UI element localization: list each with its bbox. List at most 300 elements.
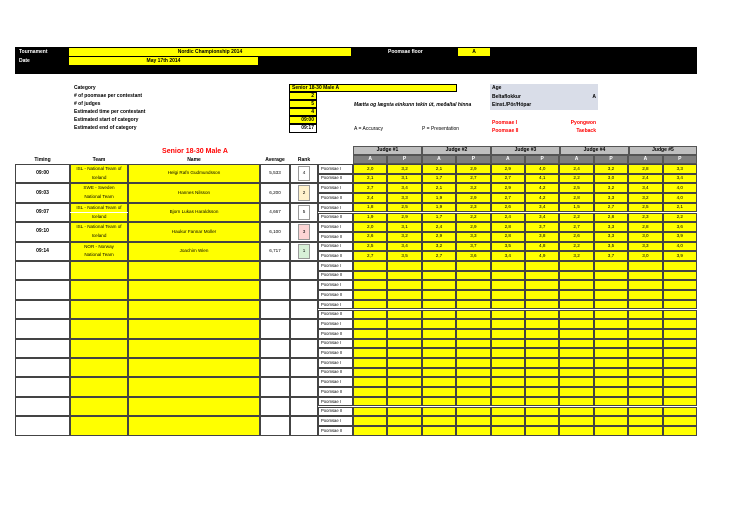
team-cell-line2[interactable]: Iceland xyxy=(70,213,128,223)
score-input[interactable] xyxy=(525,377,559,387)
score-input[interactable] xyxy=(387,416,421,426)
score-input[interactable] xyxy=(663,358,697,368)
score-input[interactable] xyxy=(353,426,387,436)
score-input[interactable] xyxy=(491,290,525,300)
timing-cell[interactable]: 09:03 xyxy=(15,183,70,202)
score-input[interactable] xyxy=(491,397,525,407)
score-input[interactable] xyxy=(628,348,662,358)
score-input[interactable] xyxy=(456,310,490,320)
score-input[interactable]: 2,8 xyxy=(628,222,662,232)
score-input[interactable] xyxy=(594,387,628,397)
score-input[interactable]: 2,4 xyxy=(491,213,525,223)
timing-cell[interactable]: 09:07 xyxy=(15,203,70,222)
score-input[interactable] xyxy=(594,310,628,320)
score-input[interactable] xyxy=(422,339,456,349)
score-input[interactable]: 3,2 xyxy=(387,164,421,174)
score-input[interactable] xyxy=(525,300,559,310)
score-input[interactable] xyxy=(525,310,559,320)
score-input[interactable] xyxy=(594,348,628,358)
score-input[interactable] xyxy=(525,271,559,281)
score-input[interactable]: 4,9 xyxy=(525,251,559,261)
score-input[interactable] xyxy=(559,416,593,426)
score-input[interactable] xyxy=(663,290,697,300)
score-input[interactable] xyxy=(525,407,559,417)
score-input[interactable] xyxy=(387,387,421,397)
score-input[interactable] xyxy=(594,339,628,349)
score-input[interactable]: 2,5 xyxy=(353,242,387,252)
score-input[interactable]: 2,1 xyxy=(422,183,456,193)
score-input[interactable] xyxy=(422,271,456,281)
start-time-input[interactable]: 09:00 xyxy=(289,116,317,124)
score-input[interactable] xyxy=(525,426,559,436)
score-input[interactable] xyxy=(353,397,387,407)
score-input[interactable] xyxy=(628,300,662,310)
score-input[interactable] xyxy=(559,310,593,320)
score-input[interactable]: 3,0 xyxy=(594,174,628,184)
team-cell-line1[interactable]: ISL - National Team of xyxy=(70,203,128,213)
score-input[interactable] xyxy=(663,280,697,290)
score-input[interactable] xyxy=(559,348,593,358)
score-input[interactable] xyxy=(422,387,456,397)
score-input[interactable]: 2,7 xyxy=(491,193,525,203)
score-input[interactable]: 3,4 xyxy=(387,183,421,193)
score-input[interactable] xyxy=(559,300,593,310)
contestant-name[interactable]: Joachim Wien xyxy=(128,242,260,261)
score-input[interactable] xyxy=(422,261,456,271)
score-input[interactable] xyxy=(594,329,628,339)
score-input[interactable] xyxy=(456,358,490,368)
score-input[interactable]: 3,4 xyxy=(628,183,662,193)
score-input[interactable]: 2,4 xyxy=(422,222,456,232)
score-input[interactable] xyxy=(456,319,490,329)
score-input[interactable] xyxy=(456,280,490,290)
score-input[interactable] xyxy=(663,339,697,349)
score-input[interactable]: 3,3 xyxy=(594,232,628,242)
score-input[interactable] xyxy=(456,416,490,426)
score-input[interactable] xyxy=(628,261,662,271)
contestant-name[interactable] xyxy=(128,300,260,319)
score-input[interactable] xyxy=(628,377,662,387)
score-input[interactable] xyxy=(594,358,628,368)
score-input[interactable] xyxy=(628,290,662,300)
score-input[interactable] xyxy=(663,368,697,378)
score-input[interactable] xyxy=(422,310,456,320)
score-input[interactable] xyxy=(491,271,525,281)
score-input[interactable] xyxy=(628,368,662,378)
score-input[interactable]: 3,6 xyxy=(663,222,697,232)
score-input[interactable] xyxy=(525,358,559,368)
score-input[interactable] xyxy=(491,339,525,349)
score-input[interactable]: 2,2 xyxy=(663,213,697,223)
timing-cell[interactable] xyxy=(15,358,70,377)
score-input[interactable]: 3,4 xyxy=(387,242,421,252)
score-input[interactable]: 2,9 xyxy=(456,164,490,174)
score-input[interactable] xyxy=(387,397,421,407)
score-input[interactable]: 3,6 xyxy=(456,251,490,261)
score-input[interactable]: 3,4 xyxy=(525,213,559,223)
score-input[interactable]: 3,2 xyxy=(594,164,628,174)
score-input[interactable] xyxy=(525,261,559,271)
score-input[interactable] xyxy=(663,261,697,271)
score-input[interactable] xyxy=(628,407,662,417)
score-input[interactable] xyxy=(525,339,559,349)
poomsae2-value[interactable]: Taeback xyxy=(576,127,596,134)
score-input[interactable]: 2,6 xyxy=(353,232,387,242)
score-input[interactable] xyxy=(525,416,559,426)
score-input[interactable]: 2,8 xyxy=(628,164,662,174)
score-input[interactable] xyxy=(422,416,456,426)
score-input[interactable] xyxy=(594,368,628,378)
score-input[interactable] xyxy=(491,280,525,290)
score-input[interactable] xyxy=(456,397,490,407)
score-input[interactable] xyxy=(628,339,662,349)
score-input[interactable]: 2,1 xyxy=(663,203,697,213)
score-input[interactable] xyxy=(559,339,593,349)
score-input[interactable] xyxy=(628,397,662,407)
score-input[interactable] xyxy=(387,368,421,378)
score-input[interactable] xyxy=(491,319,525,329)
team-cell[interactable] xyxy=(70,280,128,299)
score-input[interactable]: 4,2 xyxy=(525,183,559,193)
score-input[interactable] xyxy=(387,348,421,358)
team-cell-line1[interactable]: ISL - National Team of xyxy=(70,164,128,174)
score-input[interactable]: 2,7 xyxy=(353,183,387,193)
team-cell[interactable] xyxy=(70,300,128,319)
team-cell-line1[interactable]: SWE - Sweden xyxy=(70,183,128,193)
score-input[interactable] xyxy=(559,271,593,281)
tournament-value[interactable]: Nordic Championship 2014 xyxy=(69,48,351,56)
score-input[interactable] xyxy=(559,261,593,271)
score-input[interactable]: 3,4 xyxy=(663,174,697,184)
score-input[interactable]: 2,9 xyxy=(491,164,525,174)
score-input[interactable] xyxy=(594,261,628,271)
score-input[interactable] xyxy=(559,407,593,417)
score-input[interactable] xyxy=(663,329,697,339)
score-input[interactable]: 3,3 xyxy=(594,193,628,203)
score-input[interactable] xyxy=(353,319,387,329)
score-input[interactable] xyxy=(628,426,662,436)
score-input[interactable] xyxy=(456,368,490,378)
score-input[interactable]: 2,4 xyxy=(559,164,593,174)
score-input[interactable] xyxy=(456,271,490,281)
timing-cell[interactable] xyxy=(15,377,70,396)
poomsae1-value[interactable]: Pyongwon xyxy=(570,119,596,126)
score-input[interactable]: 2,7 xyxy=(491,174,525,184)
score-input[interactable] xyxy=(525,387,559,397)
score-input[interactable] xyxy=(387,310,421,320)
score-input[interactable]: 2,9 xyxy=(491,183,525,193)
contestant-name[interactable]: Haukur Fannar Moller xyxy=(128,222,260,241)
score-input[interactable]: 3,3 xyxy=(663,164,697,174)
contestant-name[interactable]: Bjorn Lukas Haraldsson xyxy=(128,203,260,222)
score-input[interactable]: 3,2 xyxy=(387,232,421,242)
score-input[interactable] xyxy=(559,397,593,407)
score-input[interactable] xyxy=(422,426,456,436)
score-input[interactable] xyxy=(559,290,593,300)
score-input[interactable]: 3,7 xyxy=(525,222,559,232)
score-input[interactable] xyxy=(559,319,593,329)
score-input[interactable] xyxy=(663,348,697,358)
contestant-name[interactable] xyxy=(128,261,260,280)
team-cell-line2[interactable]: Iceland xyxy=(70,232,128,242)
score-input[interactable] xyxy=(559,387,593,397)
floor-value[interactable]: A xyxy=(458,48,490,56)
score-input[interactable] xyxy=(422,319,456,329)
score-input[interactable]: 3,3 xyxy=(628,242,662,252)
score-input[interactable] xyxy=(491,368,525,378)
score-input[interactable] xyxy=(559,280,593,290)
score-input[interactable] xyxy=(353,407,387,417)
score-input[interactable] xyxy=(353,387,387,397)
score-input[interactable]: 2,7 xyxy=(456,174,490,184)
score-input[interactable] xyxy=(387,290,421,300)
score-input[interactable]: 3,2 xyxy=(422,242,456,252)
score-input[interactable] xyxy=(422,377,456,387)
score-input[interactable] xyxy=(387,261,421,271)
score-input[interactable]: 2,1 xyxy=(422,164,456,174)
score-input[interactable] xyxy=(594,377,628,387)
contestant-name[interactable] xyxy=(128,416,260,435)
score-input[interactable]: 2,8 xyxy=(491,222,525,232)
score-input[interactable] xyxy=(387,280,421,290)
score-input[interactable] xyxy=(663,407,697,417)
score-input[interactable] xyxy=(422,280,456,290)
score-input[interactable] xyxy=(456,348,490,358)
score-input[interactable] xyxy=(387,407,421,417)
score-input[interactable]: 2,8 xyxy=(594,213,628,223)
score-input[interactable] xyxy=(628,319,662,329)
score-input[interactable] xyxy=(353,339,387,349)
team-cell[interactable] xyxy=(70,397,128,416)
score-input[interactable] xyxy=(594,300,628,310)
score-input[interactable] xyxy=(422,300,456,310)
score-input[interactable] xyxy=(491,377,525,387)
score-input[interactable]: 2,7 xyxy=(422,251,456,261)
score-input[interactable]: 3,1 xyxy=(387,174,421,184)
score-input[interactable]: 1,7 xyxy=(422,213,456,223)
score-input[interactable]: 3,3 xyxy=(456,232,490,242)
timing-cell[interactable]: 09:00 xyxy=(15,164,70,183)
team-cell[interactable] xyxy=(70,358,128,377)
score-input[interactable] xyxy=(594,271,628,281)
score-input[interactable] xyxy=(491,348,525,358)
score-input[interactable] xyxy=(663,397,697,407)
timing-cell[interactable] xyxy=(15,300,70,319)
score-input[interactable] xyxy=(353,300,387,310)
score-input[interactable] xyxy=(456,300,490,310)
score-input[interactable]: 3,0 xyxy=(628,251,662,261)
score-input[interactable]: 2,5 xyxy=(559,183,593,193)
score-input[interactable] xyxy=(559,358,593,368)
score-input[interactable] xyxy=(663,271,697,281)
score-input[interactable] xyxy=(491,407,525,417)
score-input[interactable] xyxy=(353,271,387,281)
score-input[interactable]: 2,7 xyxy=(353,251,387,261)
score-input[interactable] xyxy=(456,426,490,436)
score-input[interactable] xyxy=(456,339,490,349)
score-input[interactable] xyxy=(353,329,387,339)
score-input[interactable]: 2,0 xyxy=(353,164,387,174)
score-input[interactable] xyxy=(456,329,490,339)
score-input[interactable]: 3,2 xyxy=(559,251,593,261)
score-input[interactable]: 1,7 xyxy=(422,174,456,184)
score-input[interactable]: 2,9 xyxy=(422,232,456,242)
score-input[interactable]: 4,1 xyxy=(525,174,559,184)
score-input[interactable] xyxy=(663,310,697,320)
score-input[interactable] xyxy=(456,290,490,300)
score-input[interactable]: 4,2 xyxy=(525,193,559,203)
score-input[interactable]: 2,2 xyxy=(559,242,593,252)
score-input[interactable] xyxy=(491,358,525,368)
score-input[interactable] xyxy=(387,300,421,310)
score-input[interactable]: 2,8 xyxy=(559,193,593,203)
score-input[interactable]: 2,5 xyxy=(387,203,421,213)
score-input[interactable] xyxy=(663,416,697,426)
score-input[interactable] xyxy=(628,280,662,290)
score-input[interactable] xyxy=(422,407,456,417)
score-input[interactable] xyxy=(525,290,559,300)
score-input[interactable] xyxy=(353,261,387,271)
timing-cell[interactable] xyxy=(15,261,70,280)
score-input[interactable] xyxy=(387,377,421,387)
score-input[interactable] xyxy=(456,407,490,417)
score-input[interactable] xyxy=(628,329,662,339)
score-input[interactable] xyxy=(594,280,628,290)
score-input[interactable]: 2,6 xyxy=(491,203,525,213)
date-value[interactable]: May 17th 2014 xyxy=(69,57,258,65)
score-input[interactable]: 2,3 xyxy=(628,213,662,223)
score-input[interactable] xyxy=(663,387,697,397)
belt-value[interactable]: A xyxy=(592,93,596,100)
score-input[interactable] xyxy=(387,426,421,436)
score-input[interactable]: 2,2 xyxy=(559,213,593,223)
score-input[interactable]: 3,4 xyxy=(525,203,559,213)
score-input[interactable] xyxy=(663,377,697,387)
score-input[interactable] xyxy=(628,358,662,368)
score-input[interactable]: 1,9 xyxy=(422,193,456,203)
score-input[interactable] xyxy=(422,358,456,368)
score-input[interactable] xyxy=(387,358,421,368)
team-cell[interactable] xyxy=(70,339,128,358)
score-input[interactable] xyxy=(559,329,593,339)
score-input[interactable] xyxy=(422,290,456,300)
score-input[interactable]: 1,9 xyxy=(422,203,456,213)
score-input[interactable] xyxy=(594,407,628,417)
score-input[interactable]: 2,9 xyxy=(456,193,490,203)
score-input[interactable] xyxy=(525,397,559,407)
score-input[interactable] xyxy=(353,416,387,426)
score-input[interactable]: 2,9 xyxy=(456,222,490,232)
score-input[interactable]: 2,9 xyxy=(387,213,421,223)
score-input[interactable]: 3,5 xyxy=(491,242,525,252)
score-input[interactable] xyxy=(594,290,628,300)
score-input[interactable]: 4,8 xyxy=(525,242,559,252)
score-input[interactable] xyxy=(422,329,456,339)
timing-cell[interactable]: 09:10 xyxy=(15,222,70,241)
score-input[interactable] xyxy=(525,329,559,339)
contestant-name[interactable] xyxy=(128,358,260,377)
score-input[interactable] xyxy=(491,426,525,436)
score-input[interactable] xyxy=(422,397,456,407)
score-input[interactable] xyxy=(628,387,662,397)
score-input[interactable]: 3,9 xyxy=(663,251,697,261)
contestant-name[interactable] xyxy=(128,280,260,299)
team-cell[interactable] xyxy=(70,261,128,280)
score-input[interactable] xyxy=(353,368,387,378)
team-cell[interactable] xyxy=(70,416,128,435)
score-input[interactable]: 3,7 xyxy=(594,251,628,261)
score-input[interactable]: 2,4 xyxy=(628,174,662,184)
score-input[interactable]: 2,3 xyxy=(456,203,490,213)
score-input[interactable]: 2,0 xyxy=(353,222,387,232)
score-input[interactable] xyxy=(353,280,387,290)
score-input[interactable]: 3,7 xyxy=(456,242,490,252)
score-input[interactable] xyxy=(387,329,421,339)
score-input[interactable] xyxy=(353,290,387,300)
score-input[interactable] xyxy=(422,368,456,378)
score-input[interactable] xyxy=(594,426,628,436)
score-input[interactable] xyxy=(525,368,559,378)
contestant-name[interactable] xyxy=(128,397,260,416)
score-input[interactable] xyxy=(353,310,387,320)
score-input[interactable] xyxy=(353,377,387,387)
score-input[interactable]: 1,9 xyxy=(353,213,387,223)
score-input[interactable] xyxy=(456,377,490,387)
score-input[interactable] xyxy=(387,319,421,329)
contestant-name[interactable]: Helgi Rafn Gudmundsson xyxy=(128,164,260,183)
team-cell-line2[interactable]: National Team xyxy=(70,193,128,203)
score-input[interactable] xyxy=(491,416,525,426)
score-input[interactable]: 3,4 xyxy=(491,251,525,261)
score-input[interactable]: 3,2 xyxy=(594,183,628,193)
score-input[interactable]: 2,6 xyxy=(559,232,593,242)
score-input[interactable] xyxy=(387,271,421,281)
score-input[interactable]: 4,0 xyxy=(663,242,697,252)
score-input[interactable]: 2,2 xyxy=(456,213,490,223)
score-input[interactable] xyxy=(491,387,525,397)
score-input[interactable] xyxy=(491,310,525,320)
score-input[interactable] xyxy=(594,319,628,329)
score-input[interactable] xyxy=(525,348,559,358)
timing-cell[interactable] xyxy=(15,339,70,358)
score-input[interactable]: 3,3 xyxy=(387,193,421,203)
score-input[interactable]: 3,5 xyxy=(387,251,421,261)
score-input[interactable] xyxy=(387,339,421,349)
score-input[interactable]: 2,2 xyxy=(559,174,593,184)
score-input[interactable] xyxy=(491,300,525,310)
score-input[interactable] xyxy=(525,319,559,329)
score-input[interactable]: 2,4 xyxy=(353,193,387,203)
score-input[interactable] xyxy=(663,426,697,436)
category-input[interactable]: Senior 18-30 Male A xyxy=(289,84,457,92)
time-per-contestant-input[interactable]: 4 xyxy=(289,108,317,116)
team-cell-line1[interactable]: ISL - National Team of xyxy=(70,222,128,232)
score-input[interactable] xyxy=(422,348,456,358)
score-input[interactable]: 1,5 xyxy=(559,203,593,213)
score-input[interactable] xyxy=(491,329,525,339)
score-input[interactable]: 3,2 xyxy=(456,183,490,193)
poomsae-count-input[interactable]: 2 xyxy=(289,92,317,100)
score-input[interactable]: 2,7 xyxy=(559,222,593,232)
score-input[interactable]: 4,0 xyxy=(663,193,697,203)
score-input[interactable] xyxy=(456,261,490,271)
score-input[interactable]: 3,5 xyxy=(594,242,628,252)
score-input[interactable]: 3,2 xyxy=(628,193,662,203)
score-input[interactable] xyxy=(628,310,662,320)
score-input[interactable] xyxy=(559,426,593,436)
score-input[interactable] xyxy=(559,368,593,378)
score-input[interactable] xyxy=(628,416,662,426)
